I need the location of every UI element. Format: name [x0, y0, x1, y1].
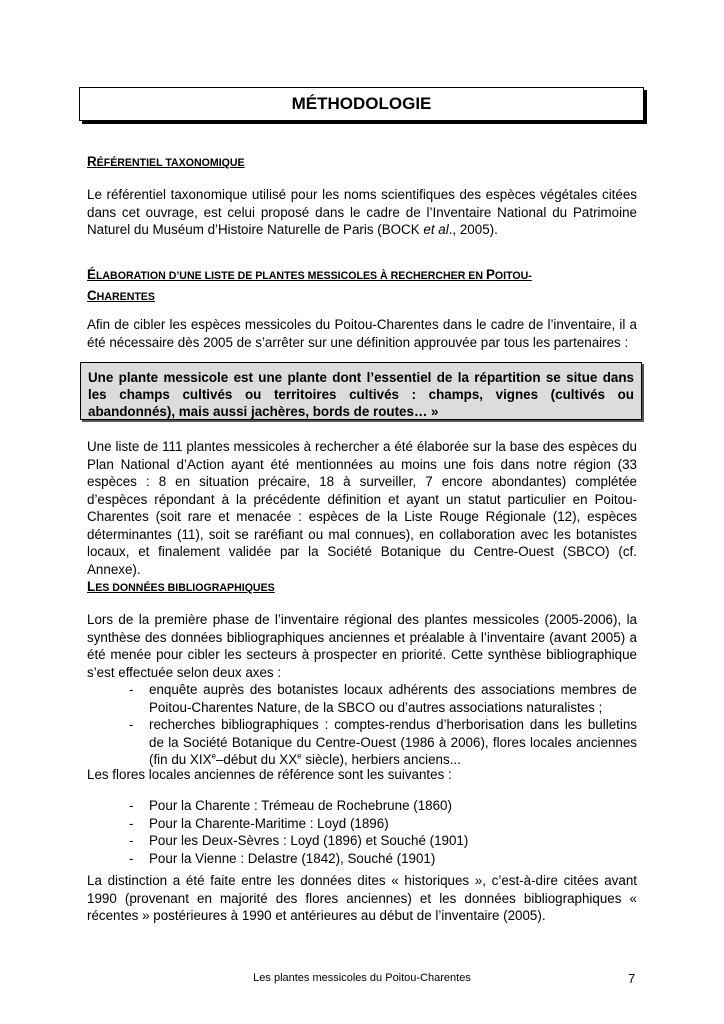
flores-list — [87, 797, 637, 867]
paragraph-referentiel: Le référentiel taxonomique utilisé pour les noms scientifiques des espèces végétales citées dans cet ouvrage, est celui proposé dans le cadre de l’Inventaire National du Patrimoine Naturel du Muséum d’Histoire Naturelle de Paris (BOCK et al., 2005). — [87, 187, 637, 237]
page-number: 7 — [628, 971, 636, 986]
list-item: - Pour les Deux-Sèvres : Loyd (1896) et Souché (1901) — [129, 833, 469, 848]
paragraph-liste: Une liste de 111 plantes messicoles à rechercher a été élaborée sur la base des espèces du Plan National d’Action ayant été mentionnées au moins une fois dans notre région (33 espèces : 8 en situation précaire, 18 à surveiller, 7 encore abondantes) complétée d’espèces répondant à la précédente définition et ayant un statut particulier en Poitou-Charentes (soit rare et menacée : espèces de la Liste Rouge Régionale (12), espèces déterminantes (11), soit se raréfiant ou mal connues), en collaboration avec les botanistes locaux, et finalement validée par la Société Botanique du Centre-Ouest (SBCO) (cf. Annexe). — [87, 439, 637, 577]
page-title: MÉTHODOLOGIE — [79, 87, 644, 121]
section-heading-donnees: LES DONNÉES BIBLIOGRAPHIQUES — [87, 579, 275, 594]
paragraph-distinction: La distinction a été faite entre les données dites « historiques », c’est-à-dire citées avant 1990 (provenant en majorité des flores anciennes) et les données bibliographiques « récentes » postérieures à 1990 et antérieures au début de l’inventaire (2005). — [87, 873, 637, 923]
section-heading-elaboration: ÉLABORATION D’UNE LISTE DE PLANTES MESSICOLES À RECHERCHER EN POITOU- CHARENTES — [87, 267, 532, 303]
paragraph-bibliographie: Lors de la première phase de l’inventaire régional des plantes messicoles (2005-2006), la synthèse des données bibliographiques anciennes et préalable à l’inventaire (avant 2005) a été menée pour cibler les secteurs à prospecter en priorité. Cette synthèse bibliographique s’est effectuée selon deux axes : — [87, 612, 637, 680]
paragraph-intro-definition: Afin de cibler les espèces messicoles du Poitou-Charentes dans le cadre de l’inventaire, il a été nécessaire dès 2005 de s’arrêter sur une définition approuvée par tous les partenaires : — [87, 317, 637, 350]
list-item: - Pour la Charente : Trémeau de Rochebrune (1860) — [129, 798, 452, 813]
list-item: - enquête auprès des botanistes locaux adhérents des associations membres de Poitou-Charentes Nature, de la SBCO ou d’autres associations naturalistes ; — [129, 682, 637, 715]
section-heading-referentiel: RÉFÉRENTIEL TAXONOMIQUE — [87, 154, 245, 169]
footer-text: Les plantes messicoles du Poitou-Charentes — [253, 972, 471, 984]
list-item: - Pour la Vienne : Delastre (1842), Souché (1901) — [129, 850, 436, 866]
axes-list — [87, 681, 637, 769]
list-item: - recherches bibliographiques : comptes-rendus d’herborisation dans les bulletins de la Société Botanique du Centre-Ouest (1986 à 2006), flores locales anciennes (fin du XIXe–début du XXe siècle), herbiers anciens... — [129, 717, 637, 767]
paragraph-flores-intro: Les flores locales anciennes de référence sont les suivantes : — [87, 767, 452, 782]
definition-box: Une plante messicole est une plante dont l’essentiel de la répartition se situe dans les champs cultivés ou territoires cultivés : champs, vignes (cultivés ou abandonnés), mais aussi jachères, bords de routes… » — [80, 362, 642, 420]
list-item: - Pour la Charente-Maritime : Loyd (1896) — [129, 815, 389, 831]
